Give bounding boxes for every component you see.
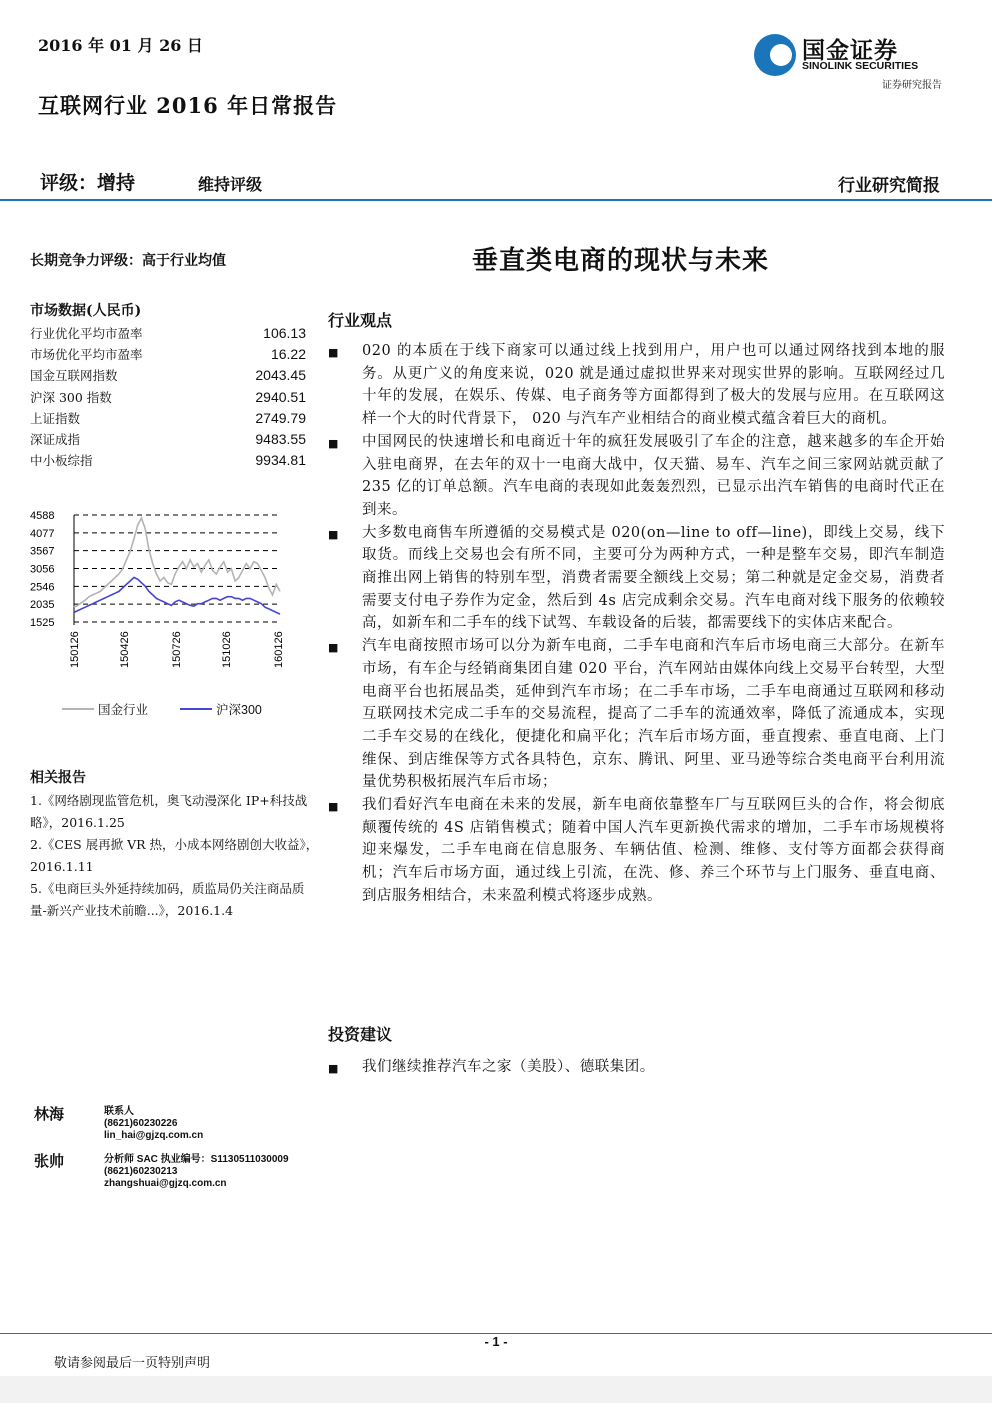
- chart-y-tick-label: 2035: [30, 599, 55, 612]
- market-data-value: 9483.55: [255, 431, 306, 448]
- industry-view-item: [328, 431, 945, 522]
- chart-x-tick-label: 150726: [171, 631, 183, 668]
- market-data-label: 国金互联网指数: [30, 368, 118, 384]
- market-data-row: [30, 428, 306, 449]
- market-data-value: 2043.45: [255, 367, 306, 384]
- rating-row: [40, 168, 940, 196]
- related-reports-list: [30, 790, 320, 922]
- investment-advice-item: [328, 1056, 945, 1079]
- chart-legend: [62, 700, 294, 718]
- market-data-row: [30, 450, 306, 471]
- market-data-row: [30, 322, 306, 343]
- disclaimer: 敬请参阅最后一页特别声明: [54, 1356, 211, 1371]
- main-title: 垂直类电商的现状与未来: [472, 246, 770, 276]
- industry-view-title: 行业观点: [328, 311, 393, 330]
- bullet-square-icon: ■: [328, 527, 339, 541]
- bullet-text: 我们看好汽车电商在未来的发展，新车电商依靠整车厂与互联网巨头的合作，将会彻底颠覆传统的 4S 店销售模式；随着中国人汽车更新换代需求的增加，二手车市场规模将迎来爆发，二手车电商在信息服务、车辆估值、检测、维修、支付等方面都会获得商机；汽车后市场方面，通过线上引流，在洗、修、养三个环节与上门服务、垂直电商、到店服务相结合，未来盈利模式将逐步成熟。: [362, 797, 945, 904]
- market-data-label: 中小板综指: [30, 453, 93, 469]
- chart-x-tick-label: 151026: [221, 631, 233, 668]
- market-data-value: 9934.81: [255, 452, 306, 469]
- page-number: - 1 -: [484, 1334, 508, 1349]
- company-logo: [754, 32, 942, 90]
- chart-x-tick-label: 150426: [119, 631, 131, 668]
- analyst-phone: (8621)60230226: [104, 1118, 178, 1129]
- chart-x-tick-label: 160126: [273, 631, 285, 668]
- market-data-label: 市场优化平均市盈率: [30, 346, 143, 362]
- analyst-name: 林海: [34, 1105, 65, 1123]
- doc-type: 行业研究简报: [838, 176, 940, 196]
- market-data-label: 上证指数: [30, 410, 81, 426]
- analyst-email[interactable]: zhangshuai@gjzq.com.cn: [104, 1178, 227, 1189]
- market-data-value: 2940.51: [255, 388, 306, 405]
- market-data-label: 行业优化平均市盈率: [30, 325, 143, 341]
- related-report-item[interactable]: 5.《电商巨头外延持续加码，质监局仍关注商品质量-新兴产业技术前瞻...》，2016.1.4: [30, 881, 305, 918]
- related-reports-title: 相关报告: [30, 770, 86, 786]
- chart-y-tick-label: 2546: [30, 581, 55, 594]
- index-chart: [26, 495, 296, 685]
- market-data-label: 深证成指: [30, 432, 81, 448]
- rating: 评级：增持: [40, 172, 136, 194]
- industry-view-item: [328, 340, 945, 431]
- report-series-title: 互联网行业 2016 年日常报告: [38, 93, 338, 118]
- header-divider: [0, 199, 992, 201]
- chart-y-tick-label: 3056: [30, 563, 55, 576]
- chart-y-tick-label: 3567: [30, 545, 55, 558]
- bullet-text: 中国网民的快速增长和电商近十年的疯狂发展吸引了车企的注意，越来越多的车企开始入驻电商界，在去年的双十一电商大战中，仅天猫、易车、汽车之间三家网站就贡献了 235 亿的订单总额。汽车电商的表现如此轰轰烈烈，已显示出汽车销售的电商时代正在到来。: [362, 433, 945, 518]
- legend-label: 国金行业: [98, 703, 149, 717]
- chart-x-tick-label: 150126: [69, 631, 81, 668]
- analyst-contact: [104, 1106, 203, 1142]
- analyst-phone: (8621)60230213: [104, 1166, 178, 1177]
- legend-item: [62, 700, 148, 718]
- logo-mark-icon: [754, 34, 796, 76]
- chart-y-tick-label: 4077: [30, 527, 55, 540]
- chart-y-tick-label: 4588: [30, 510, 55, 522]
- bullet-square-icon: ■: [328, 436, 339, 450]
- bullet-text: 大多数电商售车所遵循的交易模式是 020(on—line to off—line)，即线上交易，线下取货。而线上交易也会有所不同，主要可分为两种方式，一种是整车交易，即汽车制造商推出网上销售的特别车型，消费者需要全额线上交易；第二种就是定金交易，消费者需要支付电子券作为定金，然后到 4s 店完成剩余交易。汽车电商对线下服务的依赖较高，如新车和二手车的线下试驾、车载设备的后装，都需要线下的实体店来配合。: [362, 524, 945, 632]
- chart-y-tick-label: 1525: [30, 617, 55, 629]
- market-data-value: 2749.79: [255, 409, 306, 426]
- bullet-square-icon: ■: [328, 641, 339, 655]
- logo-sub: 证券研究报告: [882, 80, 942, 91]
- market-data-row: [30, 407, 306, 428]
- bullet-text: 020 的本质在于线下商家可以通过线上找到用户，用户也可以通过网络找到本地的服务。从更广义的角度来说，020 就是通过虚拟世界来对现实世界的影响。互联网经过几十年的发展，在娱乐、传媒、电子商务等方面都得到了极大的发展与应用。在互联网这样一个大的时代背景下， 020 与汽车产业相结合的商业模式蕴含着巨大的商机。: [362, 343, 945, 428]
- analyst-email[interactable]: lin_hai@gjzq.com.cn: [104, 1130, 204, 1141]
- legend-label: 沪深300: [216, 703, 262, 717]
- analyst-role: 分析师 SAC 执业编号：S1130511030009: [104, 1154, 289, 1165]
- bullet-square-icon: ■: [328, 1062, 339, 1075]
- analyst-role: 联系人: [104, 1106, 134, 1117]
- market-data-row: [30, 365, 306, 386]
- chart-series-line-2: [74, 578, 280, 615]
- industry-view-item: [328, 522, 945, 636]
- industry-view-item: [328, 635, 945, 794]
- bullet-text: 汽车电商按照市场可以分为新车电商，二手车电商和汽车后市场电商三大部分。在新车市场，有车企与经销商集团自建 020 平台，汽车网站由媒体向线上交易平台转型，大型电商平台也拓展品类，延伸到汽车市场；在二手车市场，二手车电商通过互联网和移动互联网技术完成二手车的交易流程，提高了二手车的流通效率，降低了流通成本，实现二手车交易的在线化，便捷化和扁平化；汽车后市场方面，垂直搜索、垂直电商、上门维保、到店维保等方式各具特色，京东、腾讯、阿里、亚马逊等综合类电商平台利用流量优势积极拓展汽车后市场；: [362, 638, 945, 791]
- legend-swatch: [62, 708, 94, 710]
- maintain-rating: 维持评级: [198, 175, 263, 194]
- market-data-row: [30, 343, 306, 364]
- bullet-square-icon: ■: [328, 800, 339, 814]
- market-data-label: 沪深 300 指数: [30, 389, 112, 405]
- legend-item: [180, 700, 262, 718]
- investment-advice-list: [328, 1056, 945, 1079]
- industry-view-list: [328, 340, 945, 908]
- industry-view-item: [328, 794, 945, 908]
- legend-swatch: [180, 708, 212, 710]
- market-data-value: 106.13: [263, 324, 306, 341]
- bullet-text: 我们继续推荐汽车之家（美股）、德联集团。: [362, 1059, 655, 1075]
- analyst-contact: [104, 1154, 289, 1190]
- market-data-value: 16.22: [270, 345, 306, 362]
- bullet-square-icon: ■: [328, 346, 339, 359]
- market-data-table: [30, 322, 306, 471]
- market-data-row: [30, 386, 306, 407]
- related-report-item[interactable]: 1.《网络剧现监管危机，奥飞动漫深化 IP+科技战略》，2016.1.25: [30, 793, 308, 830]
- market-data-title: 市场数据(人民币): [30, 303, 142, 319]
- analyst-name: 张帅: [34, 1152, 65, 1170]
- logo-en: SINOLINK SECURITIES: [802, 60, 919, 72]
- logo-cn: 国金证券: [802, 38, 898, 64]
- investment-advice-title: 投资建议: [328, 1025, 393, 1044]
- competitive-rating: 长期竞争力评级：高于行业均值: [30, 253, 226, 269]
- footer-band: [0, 1376, 992, 1403]
- report-date: 2016 年 01 月 26 日: [38, 36, 203, 55]
- chart-series-line-1: [74, 518, 280, 607]
- related-report-item[interactable]: 2.《CES 展再掀 VR 热，小成本网络剧创大收益》，2016.1.11: [30, 837, 319, 874]
